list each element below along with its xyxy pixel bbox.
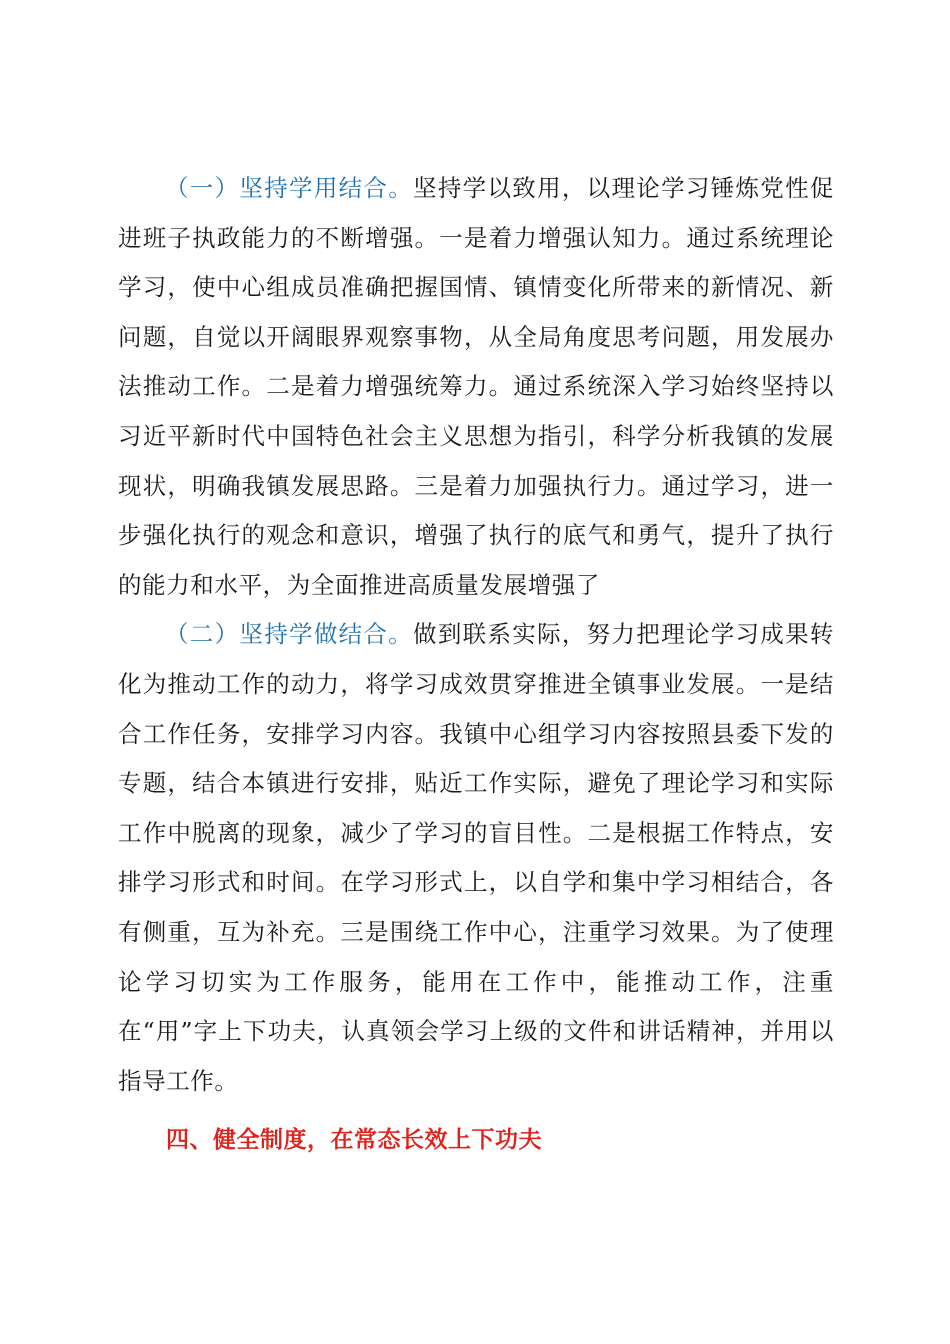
paragraph-1 [118,164,834,610]
document-content [118,164,834,1165]
paragraph-2-body: 做到联系实际，努力把理论学习成果转化为推动工作的动力，将学习成效贯穿推进全镇事业发展。一是结合工作任务，安排学习内容。我镇中心组学习内容按照县委下发的专题，结合本镇进行安排，贴近工作实际，避免了理论学习和实际工作中脱离的现象，减少了学习的盲目性。二是根据工作特点，安排学习形式和时间。在学习形式上，以自学和集中学习相结合，各有侧重，互为补充。三是围绕工作中心，注重学习效果。为了使理论学习切实为工作服务，能用在工作中，能推动工作，注重在“用”字上下功夫，认真领会学习上级的文件和讲话精神，并用以指导工作。 [118,620,835,1095]
subheading-2: （二）坚持学做结合。 [165,620,414,649]
section-heading: 四、健全制度，在常态长效上下功夫 [166,1127,542,1154]
subheading-1: （一）坚持学用结合。 [165,174,414,202]
paragraph-1-body: 坚持学以致用，以理论学习锤炼党性促进班子执政能力的不断增强。一是着力增强认知力。通过系统理论学习，使中心组成员准确把握国情、镇情变化所带来的新情况、新问题，自觉以开阔眼界观察事物，从全局角度思考问题，用发展办法推动工作。二是着力增强统筹力。通过系统深入学习始终坚持以习近平新时代中国特色社会主义思想为指引，科学分析我镇的发展现状，明确我镇发展思路。三是着力加强执行力。通过学习，进一步强化执行的观念和意识，增强了执行的底气和勇气，提升了执行的能力和水平，为全面推进高质量发展增强了 [118,174,835,599]
paragraph-2 [118,610,834,1106]
